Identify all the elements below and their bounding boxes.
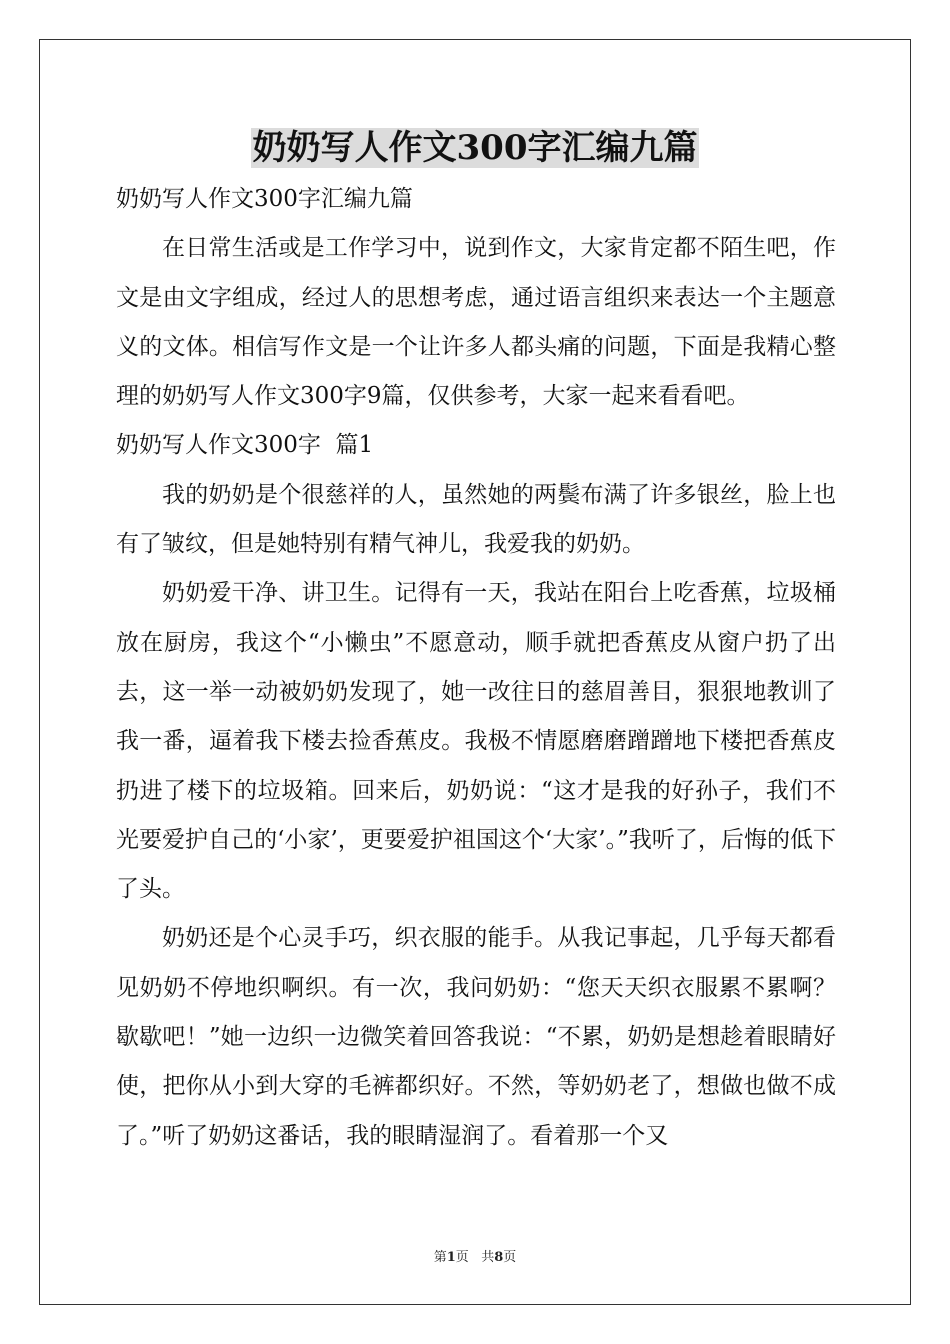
document-title <box>0 124 950 172</box>
footer-total-prefix: 共 <box>481 1250 495 1265</box>
footer-total-pages: 8 <box>494 1250 504 1265</box>
body-paragraph: 奶奶还是个心灵手巧，织衣服的能手。从我记事起，几乎每天都看见奶奶不停地织啊织。有一次，我问奶奶：“您天天织衣服累不累啊？歇歇吧！”她一边织一边微笑着回答我说：“不累，奶奶是想趁着眼睛好使，把你从小到大穿的毛裤都织好。不然，等奶奶老了，想做也做不成了。”听了奶奶这番话，我的眼睛湿润了。看着那一个又 <box>116 925 836 1149</box>
document-body <box>116 175 836 1161</box>
document-title-text: 奶奶写人作文300字汇编九篇 <box>252 128 698 168</box>
footer-page-number: 1 <box>446 1250 456 1265</box>
section-heading: 奶奶写人作文300字 篇1 <box>116 432 374 459</box>
body-paragraph: 我的奶奶是个很慈祥的人，虽然她的两鬓布满了许多银丝，脸上也有了皱纹，但是她特别有精气神儿，我爱我的奶奶。 <box>116 481 836 558</box>
footer-total-suffix: 页 <box>503 1250 517 1265</box>
footer-page-prefix: 第 <box>433 1250 447 1265</box>
page-footer <box>0 1249 950 1267</box>
document-subtitle: 奶奶写人作文300字汇编九篇 <box>116 186 413 212</box>
body-paragraph: 奶奶爱干净、讲卫生。记得有一天，我站在阳台上吃香蕉，垃圾桶放在厨房，我这个“小懒虫”不愿意动，顺手就把香蕉皮从窗户扔了出去，这一举一动被奶奶发现了，她一改往日的慈眉善目，狠狠地教训了我一番，逼着我下楼去捡香蕉皮。我极不情愿磨磨蹭蹭地下楼把香蕉皮扔进了楼下的垃圾箱。回来后，奶奶说：“这才是我的好孙子，我们不光要爱护自己的‘小家’，更要爱护祖国这个‘大家’。”我听了，后悔的低下了头。 <box>116 580 836 903</box>
intro-paragraph: 在日常生活或是工作学习中，说到作文，大家肯定都不陌生吧，作文是由文字组成，经过人的思想考虑，通过语言组织来表达一个主题意义的文体。相信写作文是一个让许多人都头痛的问题，下面是我精心整理的奶奶写人作文300字9篇，仅供参考，大家一起来看看吧。 <box>116 235 836 410</box>
footer-page-suffix: 页 <box>455 1250 469 1265</box>
